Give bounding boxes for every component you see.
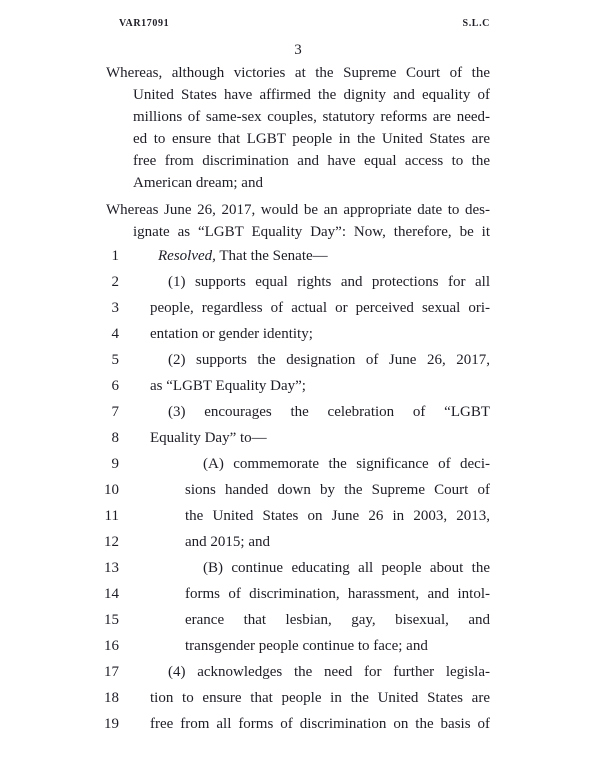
numbered-line	[0, 685, 607, 711]
numbered-line	[0, 321, 607, 347]
numbered-line	[0, 711, 607, 737]
line-number: 10	[104, 482, 119, 498]
line-text: free from all forms of discrimination on the basis of	[150, 716, 490, 732]
numbered-line	[0, 243, 607, 269]
whereas-line: free from discrimination and have equal access to the	[133, 153, 490, 169]
line-text: (2) supports the designation of June 26, 2017,	[168, 352, 490, 368]
whereas-line: ignate as “LGBT Equality Day”: Now, therefore, be it	[133, 224, 490, 240]
line-text: and 2015; and	[185, 534, 270, 550]
line-text: people, regardless of actual or perceived sexual ori-	[150, 300, 490, 316]
whereas-line: ed to ensure that LGBT people in the United States are	[133, 131, 490, 147]
line-text	[150, 243, 490, 269]
line-number: 13	[104, 560, 119, 576]
numbered-line	[0, 295, 607, 321]
line-number: 4	[111, 326, 119, 342]
whereas-line: Whereas June 26, 2017, would be an appropriate date to des-	[106, 202, 490, 218]
numbered-line	[0, 477, 607, 503]
numbered-line	[0, 451, 607, 477]
line-number: 6	[111, 378, 119, 394]
whereas-paragraph	[106, 62, 490, 194]
line-text: erance that lesbian, gay, bisexual, and	[185, 612, 490, 628]
line-number: 14	[104, 586, 119, 602]
line-number: 18	[104, 690, 119, 706]
line-number: 15	[104, 612, 119, 628]
whereas-line: Whereas, although victories at the Supreme Court of the	[106, 65, 490, 81]
line-text: sions handed down by the Supreme Court of	[185, 482, 490, 498]
numbered-line	[0, 347, 607, 373]
numbered-line	[0, 633, 607, 659]
line-number: 3	[111, 300, 119, 316]
whereas-line: United States have affirmed the dignity and equality of	[133, 87, 490, 103]
line-number: 19	[104, 716, 119, 732]
page-number: 3	[294, 42, 302, 58]
numbered-line	[0, 607, 607, 633]
line-text-part: That the Senate—	[215, 248, 328, 264]
numbered-line	[0, 555, 607, 581]
line-number: 8	[111, 430, 119, 446]
numbered-line	[0, 269, 607, 295]
numbered-line	[0, 399, 607, 425]
whereas-line: American dream; and	[133, 175, 263, 191]
office-code: S.L.C	[462, 18, 490, 29]
line-text: entation or gender identity;	[150, 326, 313, 342]
line-text: (B) continue educating all people about the	[203, 560, 490, 576]
line-text: (3) encourages the celebration of “LGBT	[168, 404, 490, 420]
line-number: 16	[104, 638, 119, 654]
line-text: (A) commemorate the significance of deci-	[203, 456, 490, 472]
line-text: transgender people continue to face; and	[185, 638, 428, 654]
line-text: Equality Day” to—	[150, 430, 267, 446]
line-text: forms of discrimination, harassment, and intol-	[185, 586, 490, 602]
page-header	[119, 18, 490, 29]
line-number: 2	[111, 274, 119, 290]
draft-code: VAR17091	[119, 18, 170, 29]
numbered-line	[0, 503, 607, 529]
line-text: tion to ensure that people in the United States are	[150, 690, 490, 706]
whereas-paragraph	[106, 199, 490, 243]
line-number: 1	[111, 248, 119, 264]
whereas-section	[106, 62, 490, 243]
numbered-lines-section	[0, 243, 607, 737]
numbered-line	[0, 581, 607, 607]
line-text: (4) acknowledges the need for further legisla-	[168, 664, 490, 680]
line-number: 5	[111, 352, 119, 368]
line-number: 7	[111, 404, 119, 420]
numbered-line	[0, 425, 607, 451]
line-text: the United States on June 26 in 2003, 2013,	[185, 508, 490, 524]
line-text: (1) supports equal rights and protections for all	[168, 274, 490, 290]
numbered-line	[0, 529, 607, 555]
resolved-word: Resolved,	[158, 248, 216, 264]
numbered-line	[0, 373, 607, 399]
numbered-line	[0, 659, 607, 685]
line-number: 9	[111, 456, 119, 472]
whereas-line: millions of same-sex couples, statutory reforms are need-	[133, 109, 490, 125]
line-number: 12	[104, 534, 119, 550]
line-text: as “LGBT Equality Day”;	[150, 378, 306, 394]
line-number: 17	[104, 664, 119, 680]
line-number: 11	[104, 508, 119, 524]
